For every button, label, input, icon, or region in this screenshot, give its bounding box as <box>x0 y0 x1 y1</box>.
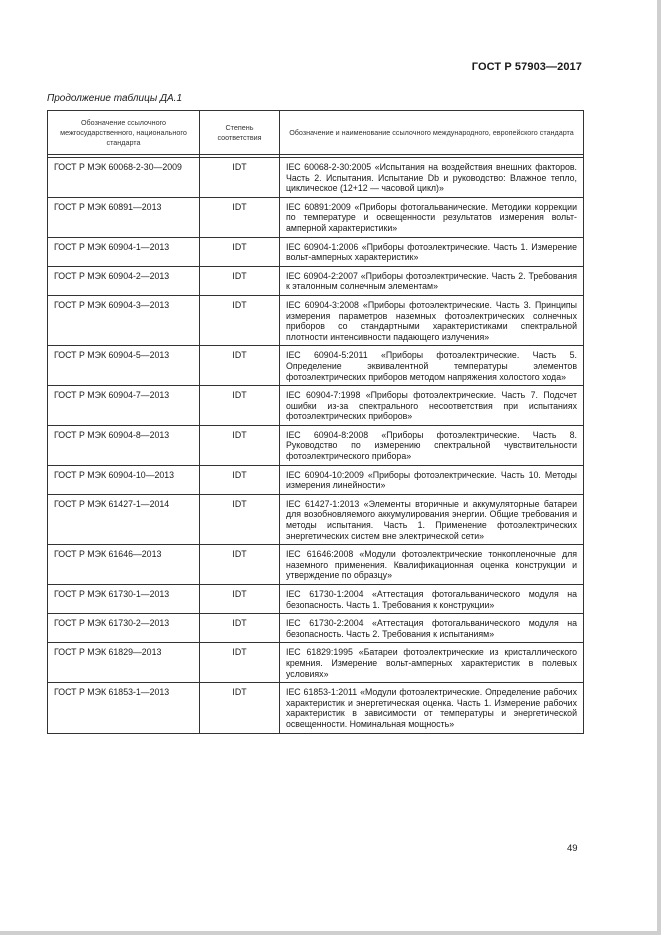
european-standard-cell: IEC 61730-2:2004 «Аттестация фотогальванического модуля на безопасность. Часть 2. Требования к испытаниям» <box>280 614 584 643</box>
national-standard-cell: ГОСТ Р МЭК 60904-1—2013 <box>48 237 200 266</box>
national-standard-cell: ГОСТ Р МЭК 61427-1—2014 <box>48 494 200 544</box>
table-header-row <box>48 111 584 155</box>
european-standard-cell: IEC 60904-5:2011 «Приборы фотоэлектрические. Часть 5. Определение эквивалентной температуры элементов фотоэлектрических приборов методом напряжения холостого хода» <box>280 346 584 386</box>
european-standard-cell: IEC 61646:2008 «Модули фотоэлектрические тонкопленочные для наземного применения. Квалификационная оценка конструкции и утверждение по образцу» <box>280 545 584 585</box>
european-standard-cell: IEC 60904-10:2009 «Приборы фотоэлектрические. Часть 10. Методы измерения линейности» <box>280 465 584 494</box>
table-row <box>48 465 584 494</box>
european-standard-cell: IEC 60904-2:2007 «Приборы фотоэлектрические. Часть 2. Требования к эталонным солнечным элементам» <box>280 266 584 295</box>
european-standard-cell: IEC 60904-1:2006 «Приборы фотоэлектрические. Часть 1. Измерение вольт-амперных характеристик» <box>280 237 584 266</box>
table-row <box>48 197 584 237</box>
column-header-european: Обозначение и наименование ссылочного международного, европейского стандарта <box>280 111 584 155</box>
degree-cell: IDT <box>200 237 280 266</box>
table-row <box>48 614 584 643</box>
national-standard-cell: ГОСТ Р МЭК 60068-2-30—2009 <box>48 158 200 198</box>
table-row <box>48 425 584 465</box>
degree-cell: IDT <box>200 494 280 544</box>
european-standard-cell: IEC 60891:2009 «Приборы фотогальванические. Методики коррекции по температуре и освещенности результатов измерения вольт-амперной характеристики» <box>280 197 584 237</box>
table-row <box>48 295 584 345</box>
degree-cell: IDT <box>200 346 280 386</box>
document-code: ГОСТ Р 57903—2017 <box>471 61 582 73</box>
table-row <box>48 266 584 295</box>
degree-cell: IDT <box>200 614 280 643</box>
degree-cell: IDT <box>200 158 280 198</box>
table-caption: Продолжение таблицы ДА.1 <box>47 93 183 104</box>
degree-cell: IDT <box>200 585 280 614</box>
european-standard-cell: IEC 60904-3:2008 «Приборы фотоэлектрические. Часть 3. Принципы измерения параметров наземных фотоэлектрических солнечных приборов со стандартными характеристиками спектральной плотности интенсивности падающего излучения» <box>280 295 584 345</box>
degree-cell: IDT <box>200 465 280 494</box>
table-row <box>48 346 584 386</box>
national-standard-cell: ГОСТ Р МЭК 60904-3—2013 <box>48 295 200 345</box>
table-row <box>48 158 584 198</box>
national-standard-cell: ГОСТ Р МЭК 61829—2013 <box>48 643 200 683</box>
european-standard-cell: IEC 60068-2-30:2005 «Испытания на воздействия внешних факторов. Часть 2. Испытания. Испытание Db и руководство: Влажное тепло, циклическое (12+12 — часовой цикл)» <box>280 158 584 198</box>
national-standard-cell: ГОСТ Р МЭК 61730-2—2013 <box>48 614 200 643</box>
table-row <box>48 643 584 683</box>
table-row <box>48 494 584 544</box>
european-standard-cell: IEC 61829:1995 «Батареи фотоэлектрические из кристаллического кремния. Измерение вольт-амперных характеристик в полевых условиях» <box>280 643 584 683</box>
column-header-national: Обозначение ссылочного межгосударственного, национального стандарта <box>48 111 200 155</box>
national-standard-cell: ГОСТ Р МЭК 61646—2013 <box>48 545 200 585</box>
national-standard-cell: ГОСТ Р МЭК 61730-1—2013 <box>48 585 200 614</box>
european-standard-cell: IEC 61427-1:2013 «Элементы вторичные и аккумуляторные батареи для возобновляемого аккумулирования энергии. Общие требования и методы испытания. Часть 1. Применение фотоэлектрических энергетических систем вне электрической сети» <box>280 494 584 544</box>
degree-cell: IDT <box>200 197 280 237</box>
national-standard-cell: ГОСТ Р МЭК 60904-5—2013 <box>48 346 200 386</box>
table-row <box>48 237 584 266</box>
reference-standards-table <box>47 110 584 734</box>
national-standard-cell: ГОСТ Р МЭК 61853-1—2013 <box>48 683 200 733</box>
table-body <box>48 155 584 734</box>
degree-cell: IDT <box>200 266 280 295</box>
degree-cell: IDT <box>200 643 280 683</box>
european-standard-cell: IEC 61853-1:2011 «Модули фотоэлектрические. Определение рабочих характеристик и энергетическая оценка. Часть 1. Измерение рабочих характеристик в зависимости от температуры и энергетической освещенности. Номинальная мощность» <box>280 683 584 733</box>
european-standard-cell: IEC 61730-1:2004 «Аттестация фотогальванического модуля на безопасность. Часть 1. Требования к конструкции» <box>280 585 584 614</box>
degree-cell: IDT <box>200 683 280 733</box>
degree-cell: IDT <box>200 545 280 585</box>
degree-cell: IDT <box>200 295 280 345</box>
table-row <box>48 683 584 733</box>
degree-cell: IDT <box>200 425 280 465</box>
table-row <box>48 386 584 426</box>
page-number: 49 <box>567 843 578 854</box>
table-row <box>48 585 584 614</box>
european-standard-cell: IEC 60904-8:2008 «Приборы фотоэлектрические. Часть 8. Руководство по измерению спектральной чувствительности фотоэлектрического прибора» <box>280 425 584 465</box>
national-standard-cell: ГОСТ Р МЭК 60904-8—2013 <box>48 425 200 465</box>
national-standard-cell: ГОСТ Р МЭК 60904-2—2013 <box>48 266 200 295</box>
national-standard-cell: ГОСТ Р МЭК 60891—2013 <box>48 197 200 237</box>
national-standard-cell: ГОСТ Р МЭК 60904-7—2013 <box>48 386 200 426</box>
degree-cell: IDT <box>200 386 280 426</box>
national-standard-cell: ГОСТ Р МЭК 60904-10—2013 <box>48 465 200 494</box>
column-header-degree: Степень соответствия <box>200 111 280 155</box>
table-row <box>48 545 584 585</box>
european-standard-cell: IEC 60904-7:1998 «Приборы фотоэлектрические. Часть 7. Подсчет ошибки из-за спектрального несоответствия при испытаниях фотоэлектрических приборов» <box>280 386 584 426</box>
